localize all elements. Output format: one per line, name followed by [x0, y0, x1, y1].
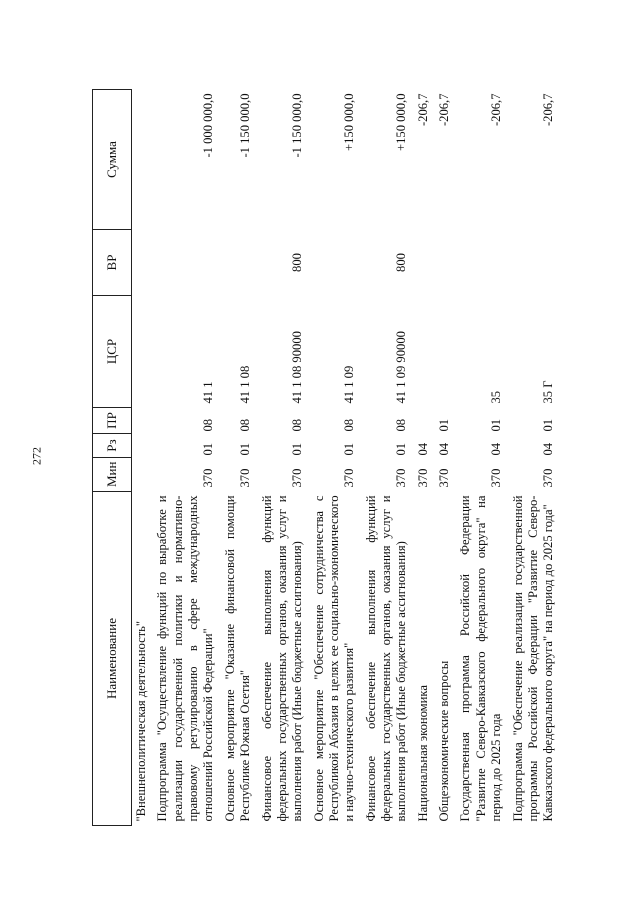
rotated-content	[92, 90, 640, 826]
header-sum: Сумма	[93, 90, 132, 230]
row-min: 370	[238, 468, 253, 488]
row-sum: -206,7	[541, 93, 556, 127]
row-min: 370	[437, 468, 452, 488]
row-rz: 04	[541, 442, 556, 456]
row-rz: 01	[290, 442, 305, 456]
table-row	[509, 90, 559, 826]
row-rz: 04	[437, 442, 452, 456]
header-rz: Рз	[93, 434, 132, 458]
row-pr: 01	[437, 418, 452, 432]
row-rz: 04	[415, 442, 430, 456]
table-row	[414, 90, 435, 826]
table-row	[132, 90, 154, 826]
budget-table	[92, 89, 559, 826]
row-sum: -206,7	[437, 93, 452, 127]
row-pr	[132, 408, 154, 434]
row-sum: -206,7	[415, 93, 430, 127]
row-pr: 08	[238, 418, 253, 432]
row-csr: 41 1	[201, 381, 216, 404]
table-row	[310, 90, 362, 826]
row-sum: -206,7	[489, 93, 504, 127]
row-sum: -1 150 000,0	[238, 93, 253, 158]
row-sum: -1 150 000,0	[290, 93, 305, 158]
row-min	[132, 458, 154, 492]
table-row	[362, 90, 414, 826]
row-pr: 08	[201, 418, 216, 432]
row-csr: 41 1 09 90000	[394, 331, 409, 404]
row-name: Общеэкономические вопросы	[437, 660, 452, 822]
header-pr: ПР	[93, 408, 132, 434]
row-csr	[132, 296, 154, 408]
row-vr: 800	[394, 253, 409, 272]
row-pr: 01	[541, 418, 556, 432]
table-row	[153, 90, 220, 826]
row-rz: 01	[342, 442, 357, 456]
header-min: Мин	[93, 458, 132, 492]
header-name: Наименование	[93, 492, 132, 826]
row-vr	[414, 230, 435, 296]
row-name: Подпрограмма "Осуществление функций по выработке и реализации государственной политики и нормативно-правовому регулированию в сфере международных отношений Российской Федерации"	[155, 495, 216, 822]
row-csr	[414, 296, 435, 408]
row-vr	[310, 230, 362, 296]
table-row	[456, 90, 508, 826]
row-csr: 35 Г	[541, 380, 556, 404]
row-min: 370	[394, 468, 409, 488]
row-rz: 01	[238, 442, 253, 456]
row-vr	[456, 230, 508, 296]
row-rz: 01	[201, 442, 216, 456]
row-vr	[435, 230, 456, 296]
table-row	[258, 90, 310, 826]
row-rz	[132, 434, 154, 458]
row-vr: 800	[290, 253, 305, 272]
row-csr: 35	[489, 390, 504, 404]
row-sum: +150 000,0	[342, 93, 357, 151]
row-min: 370	[342, 468, 357, 488]
row-sum: -1 000 000,0	[201, 93, 216, 158]
row-csr: 41 1 08	[238, 365, 253, 404]
table-row	[221, 90, 258, 826]
table-row	[435, 90, 456, 826]
row-name: Подпрограмма "Обеспечение реализации государственной программы Российской Федерации "Развитие Северо-Кавказского федерального округа" на период до 2025 года"	[510, 495, 556, 822]
rotated-page	[92, 90, 640, 826]
row-name: Основное мероприятие "Оказание финансовой помощи Республике Южная Осетия"	[222, 495, 253, 822]
row-csr: 41 1 09	[342, 365, 357, 404]
row-pr: 08	[342, 418, 357, 432]
header-vr: ВР	[93, 230, 132, 296]
row-csr	[435, 296, 456, 408]
row-min: 370	[541, 468, 556, 488]
row-vr	[509, 230, 559, 296]
row-sum: +150 000,0	[394, 93, 409, 151]
row-sum	[132, 90, 154, 230]
row-pr: 08	[290, 418, 305, 432]
row-min: 370	[201, 468, 216, 488]
row-vr	[132, 230, 154, 296]
row-vr	[153, 230, 220, 296]
table-header	[93, 90, 132, 826]
row-min: 370	[489, 468, 504, 488]
header-csr: ЦСР	[93, 296, 132, 408]
row-pr: 08	[394, 418, 409, 432]
row-vr	[221, 230, 258, 296]
row-min: 370	[415, 468, 430, 488]
row-name: "Внешнеполитическая деятельность"	[134, 620, 148, 822]
row-pr	[414, 408, 435, 434]
page-number: 272	[29, 447, 44, 465]
row-name: Государственная программа Российской Федерации "Развитие Северо-Кавказского федерального округа" на период до 2025 года	[458, 495, 504, 822]
row-rz: 04	[489, 442, 504, 456]
row-name: Финансовое обеспечение выполнения функций федеральных государственных органов, оказания услуг и выполнения работ (Иные бюджетные ассигнования)	[363, 495, 409, 822]
row-pr: 01	[489, 418, 504, 432]
row-min: 370	[290, 468, 305, 488]
row-name: Финансовое обеспечение выполнения функций федеральных государственных органов, оказания услуг и выполнения работ (Иные бюджетные ассигнования)	[259, 495, 305, 822]
row-rz: 01	[394, 442, 409, 456]
row-name: Основное мероприятие "Обеспечение сотрудничества с Республикой Абхазия в целях ее социально-экономического и научно-технического развития"	[311, 495, 357, 822]
row-name: Национальная экономика	[415, 685, 430, 822]
row-csr: 41 1 08 90000	[290, 331, 305, 404]
